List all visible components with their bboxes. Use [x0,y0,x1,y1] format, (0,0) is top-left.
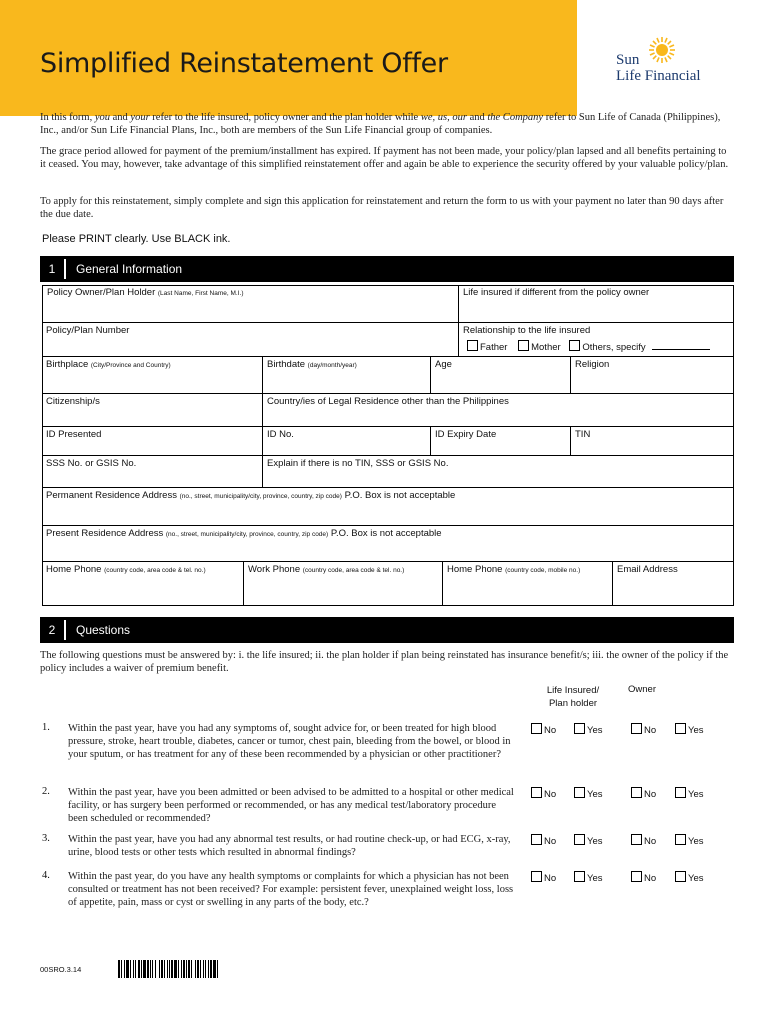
barcode-bar [205,960,206,978]
q1-insured-yes-option[interactable] [574,723,603,736]
checkbox[interactable] [531,787,542,798]
barcode-bar [195,960,196,978]
id-presented-field[interactable]: ID Presented [42,426,262,455]
present-address-field[interactable]: Present Residence Address (no., street, municipality/city, province, country, zip code) P.O. Box is not acceptable [42,525,734,561]
barcode-bar [186,960,187,978]
checkbox[interactable] [574,723,585,734]
section-1-header [40,256,734,282]
barcode-bar [169,960,170,978]
brand-logo-text [616,52,701,84]
others-specify-line[interactable] [652,349,710,350]
option-label: Yes [688,873,704,884]
question-number: 3. [42,833,50,844]
print-instruction: Please PRINT clearly. Use BLACK ink. [42,233,231,245]
barcode-bar [141,960,142,978]
question-text: Within the past year, have you had any symptoms of, sought advice for, or been treated for high blood pressure, stroke, heart trouble, diabetes, cancer or tumor, chest pain, bleeding from the bowel, or blood in your sputum, or has treatment for any of these been recommended by a physician or other practitioner? [68,723,511,760]
barcode-bar [200,960,201,978]
residence-country-field[interactable]: Country/ies of Legal Residence other than the Philippines [262,393,734,426]
life-insured-field[interactable]: Life insured if different from the policy owner [458,285,734,322]
section-title: General Information [76,262,183,276]
section-title: Questions [76,623,131,637]
tin-field[interactable]: TIN [570,426,734,455]
q4-owner-yes-option[interactable] [675,871,704,884]
q3-insured-yes-option[interactable] [574,834,603,847]
question-number: 4. [42,870,50,881]
checkbox[interactable] [631,871,642,882]
option-label: Yes [587,789,603,800]
barcode-bar [181,960,182,978]
barcode-bar [178,960,179,978]
column-header-insured: Life Insured/ Plan holder [546,685,600,709]
barcode-bar [171,960,173,978]
email-field[interactable]: Email Address [612,561,734,606]
barcode-bar [197,960,199,978]
section-2-header [40,617,734,643]
intro-paragraph-1: In this form, you and your refer to the life insured, policy owner and the plan holder while we, us, our and the Company refer to Sun Life of Canada (Philippines), Inc., and/or Sun Life Financial Plans, Inc., both are members of the Sun Life Financial group of companies. [40,112,721,136]
barcode-bar [121,960,122,978]
checkbox[interactable] [531,871,542,882]
id-no-field[interactable]: ID No. [262,426,430,455]
barcode-bar [213,960,216,978]
barcode-bar [174,960,177,978]
id-expiry-field[interactable]: ID Expiry Date [430,426,570,455]
logo-line-2: Life Financial [616,68,701,84]
religion-field[interactable]: Religion [570,356,734,393]
option-label: Yes [587,873,603,884]
option-label: No [544,836,557,847]
age-field[interactable]: Age [430,356,570,393]
mobile-phone-field[interactable]: Home Phone (country code, mobile no.) [442,561,612,606]
q4-owner-no-option[interactable] [631,871,656,884]
policy-owner-field[interactable]: Policy Owner/Plan Holder (Last Name, First Name, M.I.) [42,285,458,322]
policy-number-field[interactable]: Policy/Plan Number [42,322,458,356]
barcode-bar [208,960,209,978]
barcode-bar [138,960,140,978]
q2-insured-yes-option[interactable] [574,787,603,800]
father-checkbox[interactable] [467,340,478,351]
checkbox[interactable] [675,787,686,798]
barcode-bar [217,960,218,978]
barcode-bar [118,960,120,978]
barcode-bar [191,960,192,978]
section-number: 1 [40,256,64,282]
permanent-address-field[interactable]: Permanent Residence Address (no., street, municipality/city, province, country, zip code) P.O. Box is not acceptable [42,487,734,525]
barcode-bar [155,960,156,978]
question-number: 1. [42,722,50,733]
option-label: No [644,836,657,847]
section-number: 2 [40,617,64,643]
q4-insured-yes-option[interactable] [574,871,603,884]
q2-owner-no-option[interactable] [631,787,656,800]
checkbox[interactable] [631,787,642,798]
option-label: No [644,725,657,736]
home-phone-field[interactable]: Home Phone (country code, area code & tel. no.) [42,561,243,606]
q1-owner-no-option[interactable] [631,723,656,736]
option-label: Yes [688,789,704,800]
sss-field[interactable]: SSS No. or GSIS No. [42,455,262,487]
checkbox[interactable] [574,834,585,845]
others-checkbox[interactable] [569,340,580,351]
checkbox[interactable] [631,723,642,734]
q3-owner-yes-option[interactable] [675,834,704,847]
q3-insured-no-option[interactable] [531,834,556,847]
logo-line-1: Sun [616,52,640,68]
question-text: Within the past year, have you been admitted or been advised to be admitted to a hospital or other medical facility, or has surgery been performed or recommended, or has any medical test/laboratory procedure been scheduled or recommended? [68,787,514,824]
barcode-bar [167,960,168,978]
work-phone-field[interactable]: Work Phone (country code, area code & tel. no.) [243,561,442,606]
option-label: Yes [688,725,704,736]
option-label: No [644,873,657,884]
q1-owner-yes-option[interactable] [675,723,704,736]
option-label: No [544,873,557,884]
barcode-bar [183,960,185,978]
barcode-bar [130,960,131,978]
barcode-bar [152,960,153,978]
checkbox[interactable] [631,834,642,845]
explain-field[interactable]: Explain if there is no TIN, SSS or GSIS No. [262,455,734,487]
questions-intro: The following questions must be answered by: i. the life insured; ii. the plan holder if plan being reinstated has insurance benefit/s; iii. the owner of the policy if the policy includes a waiver of premium benefit. [40,650,729,674]
question-number: 2. [42,786,50,797]
barcode-bar [161,960,163,978]
intro-paragraph-2: The grace period allowed for payment of the premium/installment has expired. If payment has not been made, your policy/plan lapsed and all benefits pertaining to it ceased. You may, however, take advantage of this simplified reinstatement offer and again be able to experience the security offered by your valuable policy/plan. [40,146,729,170]
barcode-bar [147,960,149,978]
checkbox[interactable] [675,723,686,734]
mother-checkbox[interactable] [518,340,529,351]
barcode-bar [143,960,146,978]
option-label: No [644,789,657,800]
barcode-bar [159,960,160,978]
barcode-bar [210,960,212,978]
form-code: 00SRO.3.14 [40,965,82,974]
page-title: Simplified Reinstatement Offer [40,48,448,79]
checkbox[interactable] [675,871,686,882]
question-text: Within the past year, have you had any abnormal test results, or had routine check-up, or had ECG, x-ray, urine, blood tests or other tests which resulted in abnormal findings? [68,834,511,858]
checkbox[interactable] [531,723,542,734]
barcode-icon [118,960,280,978]
birthplace-field[interactable]: Birthplace (City/Province and Country) [42,356,262,393]
relationship-field: Relationship to the life insured Father Mother Others, specify [458,322,734,356]
barcode-bar [135,960,136,978]
q4-insured-no-option[interactable] [531,871,556,884]
barcode-bar [133,960,134,978]
citizenship-field[interactable]: Citizenship/s [42,393,262,426]
barcode-bar [124,960,125,978]
barcode-bar [164,960,165,978]
option-label: Yes [587,836,603,847]
barcode-bar [188,960,190,978]
option-label: No [544,789,557,800]
option-label: Yes [587,725,603,736]
barcode-bar [203,960,204,978]
intro-paragraph-3: To apply for this reinstatement, simply complete and sign this application for reinstatement and return the form to us with your payment no later than 90 days after the due date. [40,196,724,220]
column-header-owner: Owner [628,684,656,695]
relationship-label: Relationship to the life insured [463,325,591,336]
q2-owner-yes-option[interactable] [675,787,704,800]
option-label: No [544,725,557,736]
checkbox[interactable] [574,787,585,798]
q1-insured-no-option[interactable] [531,723,556,736]
checkbox[interactable] [531,834,542,845]
q2-insured-no-option[interactable] [531,787,556,800]
checkbox[interactable] [675,834,686,845]
checkbox[interactable] [574,871,585,882]
barcode-bar [150,960,151,978]
birthdate-field[interactable]: Birthdate (day/month/year) [262,356,430,393]
q3-owner-no-option[interactable] [631,834,656,847]
question-text: Within the past year, do you have any health symptoms or complaints for which a physician has not been consulted or treatment has not been received? For example: persistent fever, unexplained weight loss, loss of appetite, pain, mass or cyst or swelling in any parts of the body, etc.? [68,871,514,908]
barcode-bar [126,960,129,978]
option-label: Yes [688,836,704,847]
